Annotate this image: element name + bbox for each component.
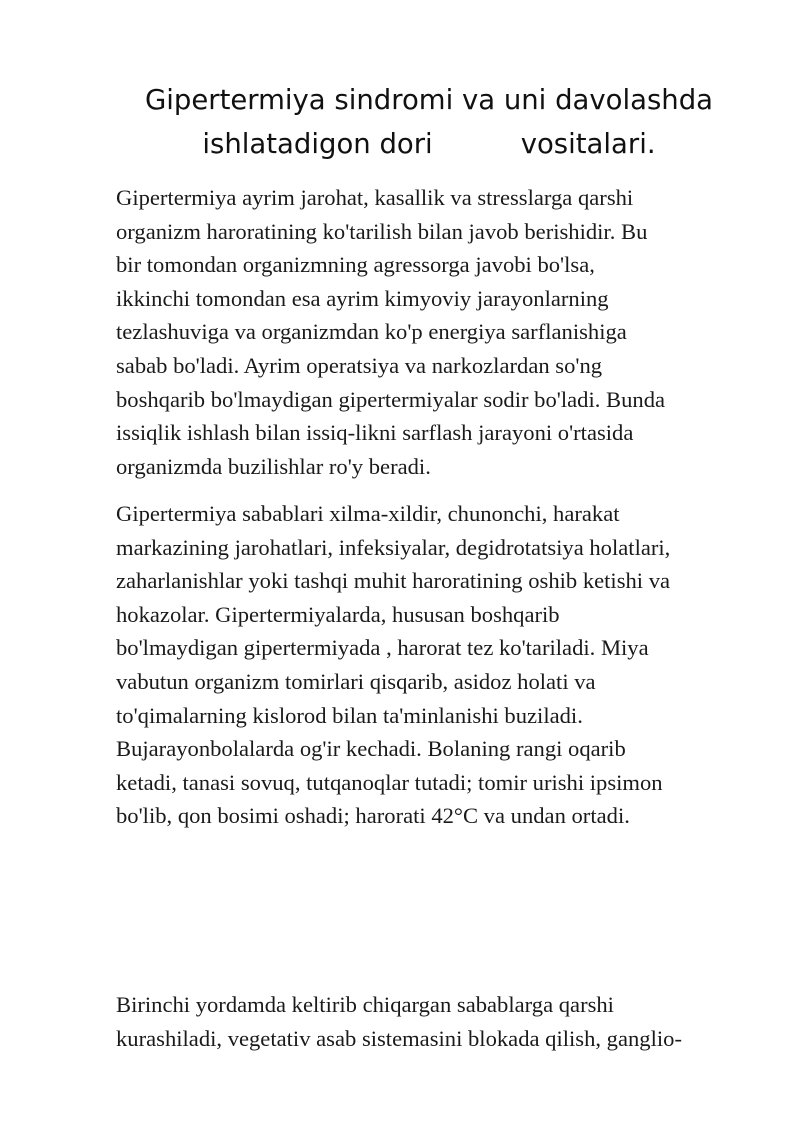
- paragraph-line: vabutun organizm tomirlari qisqarib, asidoz holati va: [116, 668, 596, 694]
- paragraph-line: boshqarib bo'lmaydigan gipertermiyalar sodir bo'ladi. Bunda: [116, 386, 666, 412]
- paragraph-line: ikkinchi tomondan esa ayrim kimyoviy jarayonlarning: [116, 285, 609, 311]
- paragraph-2: [116, 497, 766, 833]
- paragraph-line: zaharlanishlar yoki tashqi muhit haroratining oshib ketishi va: [116, 568, 671, 594]
- paragraph-line: tezlashuviga va organizmdan ko'p energiya sarflanishiga: [116, 319, 627, 345]
- paragraph-line: sabab bo'ladi. Ayrim operatsiya va narkozlardan so'ng: [116, 352, 603, 378]
- paragraph-line: Bujarayonbolalarda og'ir kechadi. Bolaning rangi oqarib: [116, 736, 626, 762]
- paragraph-line: hokazolar. Gipertermiyalarda, hususan boshqarib: [116, 601, 560, 627]
- paragraph-line: markazining jarohatlari, infeksiyalar, degidrotatsiya holatlari,: [116, 534, 671, 560]
- paragraph-line: Birinchi yordamda keltirib chiqargan sabablarga qarshi: [116, 992, 614, 1017]
- paragraph-line: organizmda buzilishlar ro'y beradi.: [116, 453, 431, 479]
- paragraph-line: bo'lib, qon bosimi oshadi; harorati 42°C va undan ortadi.: [116, 803, 630, 829]
- title-line-2-part-a: ishlatadigon dori: [202, 128, 433, 160]
- paragraph-line: bo'lmaydigan gipertermiyada , harorat tez ko'tariladi. Miya: [116, 635, 649, 661]
- paragraph-line: to'qimalarning kislorod bilan ta'minlanishi buziladi.: [116, 702, 583, 728]
- title-line-2-part-b: vositalari.: [520, 128, 656, 160]
- paragraph-line: kurashiladi, vegetativ asab sistemasini blokada qilish, ganglio-: [116, 1025, 682, 1051]
- paragraph-3: [116, 988, 766, 1055]
- paragraph-line: Gipertermiya sabablari xilma-xildir, chunonchi, harakat: [116, 501, 620, 526]
- paragraph-line: bir tomondan organizmning agressorga javobi bo'lsa,: [116, 252, 595, 278]
- paragraph-line: ketadi, tanasi sovuq, tutqanoqlar tutadi; tomir urishi ipsimon: [116, 769, 663, 795]
- paragraph-line: Gipertermiya ayrim jarohat, kasallik va stresslarga qarshi: [116, 185, 634, 210]
- title-line-2: [116, 122, 742, 166]
- paragraph-line: issiqlik ishlash bilan issiq-likni sarflash jarayoni o'rtasida: [116, 420, 634, 446]
- paragraph-1: [116, 181, 766, 483]
- paragraph-line: organizm haroratining ko'tarilish bilan javob berishidir. Bu: [116, 218, 648, 244]
- document-title: [116, 78, 742, 166]
- title-line-1: Gipertermiya sindromi va uni davolashda: [144, 84, 714, 116]
